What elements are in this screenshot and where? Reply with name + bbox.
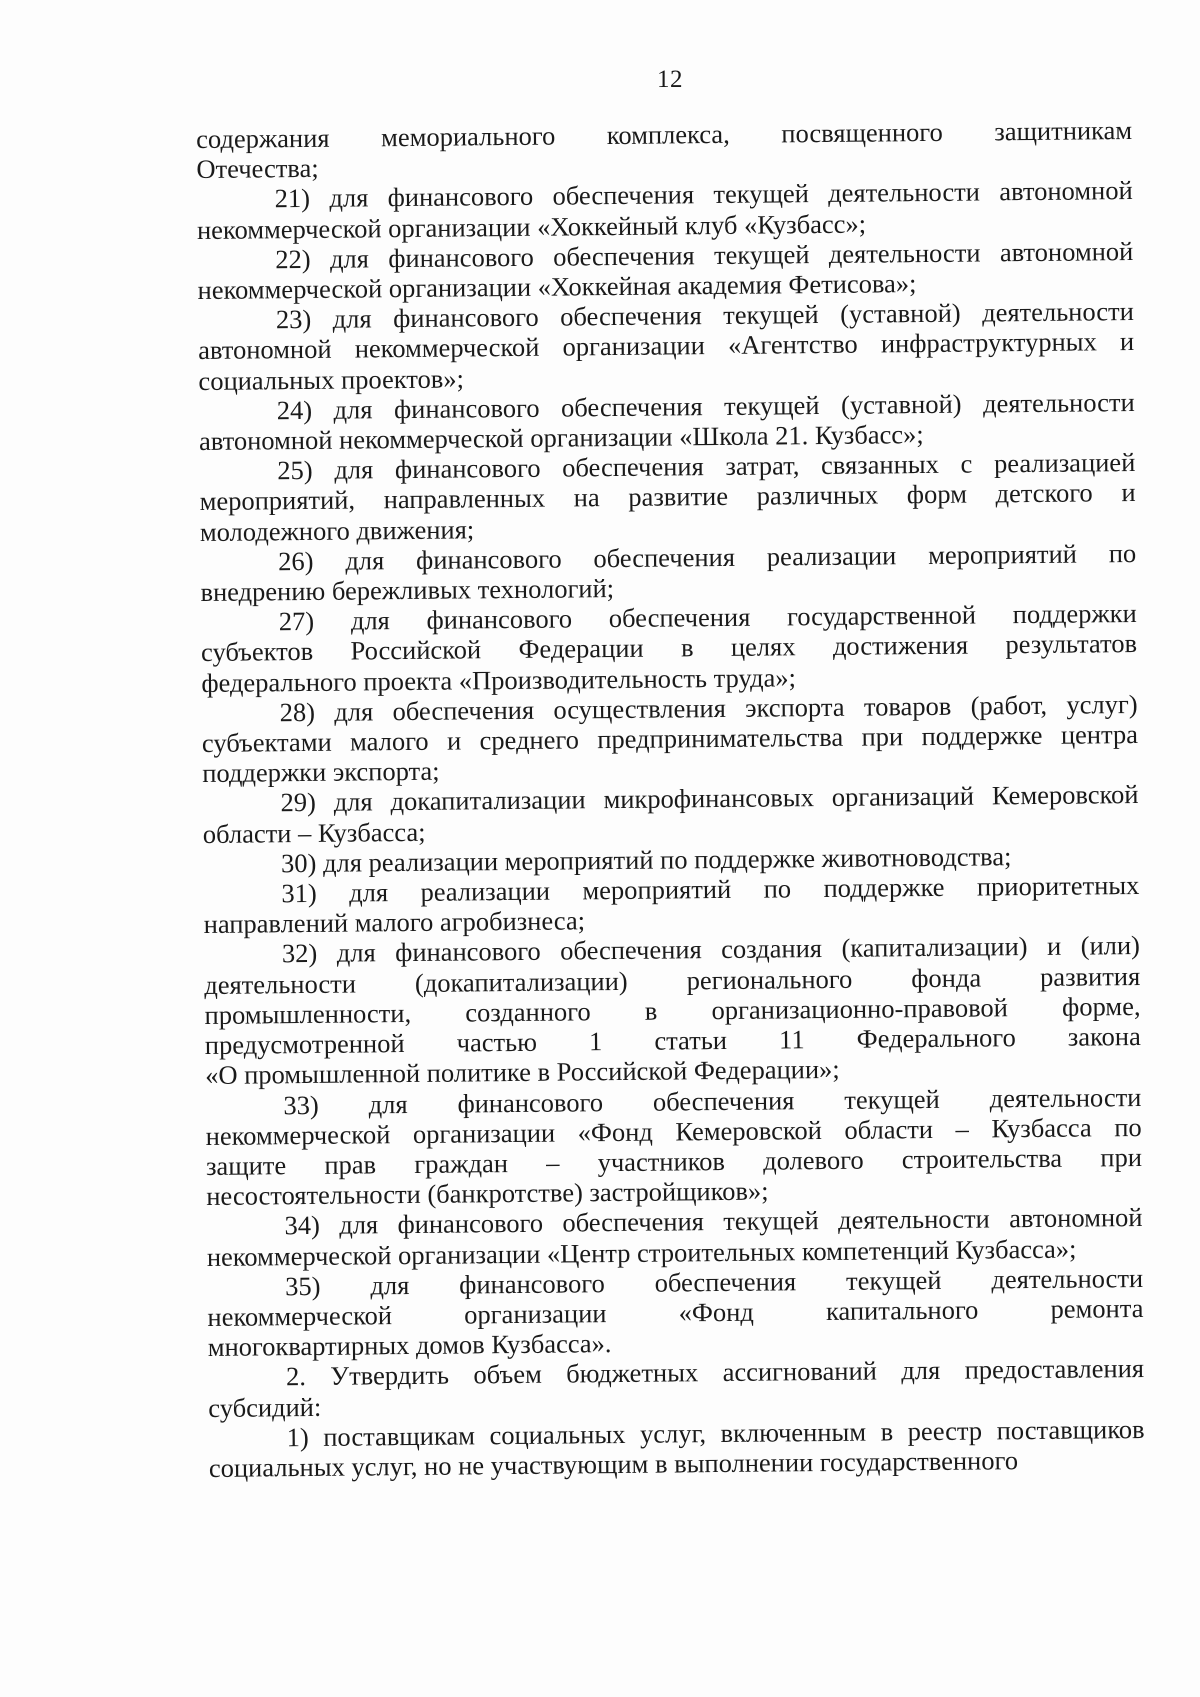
text-line: 34) для финансового обеспечения текущей деятельности автономной [284, 1202, 1143, 1241]
text-line: направлений малого агробизнеса; [203, 905, 586, 940]
text-line: многоквартирных домов Кузбасса». [207, 1328, 612, 1363]
text-line: 2. Утвердить объем бюджетных ассигнований для предоставления [285, 1353, 1145, 1392]
text-line: деятельности (докапитализации) регионального фонда развития [204, 960, 1141, 1000]
paragraph [206, 1202, 1143, 1271]
text-line: 32) для финансового обеспечения создания (капитализации) и (или) [281, 930, 1141, 969]
text-line: субъектами малого и среднего предпринимательства при поддержке центра [201, 719, 1139, 759]
page-number: 12 [657, 66, 683, 93]
text-line: 28) для обеспечения осуществления экспорта товаров (работ, услуг) [279, 688, 1138, 728]
text-line: некоммерческой организации «Хоккейный клуб «Кузбасс»; [196, 208, 867, 245]
paragraph [208, 1414, 1145, 1483]
text-line: 31) для реализации мероприятий по поддержке приоритетных [281, 870, 1140, 909]
text-line: социальных услуг, но не участвующим в выполнении государственного [208, 1445, 1019, 1483]
text-line: «О промышленной политике в Российской Федерации»; [204, 1054, 840, 1091]
text-line: содержания мемориального комплекса, посвященного защитникам [196, 115, 1133, 154]
text-line: 24) для финансового обеспечения текущей (уставной) деятельности [276, 386, 1135, 426]
paragraph [197, 236, 1134, 305]
paragraph [207, 1263, 1144, 1363]
paragraph [208, 1353, 1145, 1422]
paragraph [205, 1081, 1142, 1211]
paragraph [200, 538, 1137, 607]
paragraph [204, 930, 1141, 1090]
text-line: субсидий: [208, 1391, 322, 1423]
paragraph [198, 296, 1135, 396]
text-line: промышленности, созданного в организационно-правовой форме, [204, 990, 1141, 1030]
paragraph [203, 870, 1140, 939]
text-line: некоммерческой организации «Фонд Кемеровской области – Кузбасса по [205, 1111, 1142, 1151]
text-line: поддержки экспорта; [202, 755, 440, 789]
text-line: 35) для финансового обеспечения текущей деятельности [285, 1262, 1144, 1301]
paragraph [202, 779, 1139, 848]
text-line: 33) для финансового обеспечения текущей деятельности [283, 1081, 1142, 1120]
text-line: области – Кузбасса; [202, 816, 426, 849]
text-line: защите прав граждан – участников долевого строительства при [205, 1141, 1143, 1181]
text-line: социальных проектов»; [198, 363, 465, 396]
text-line: субъектов Российской Федерации в целях достижения результатов [200, 628, 1138, 668]
text-line: некоммерческой организации «Фонд капитального ремонта [207, 1292, 1144, 1332]
text-line: автономной некоммерческой организации «Агентство инфраструктурных и [198, 326, 1135, 366]
paragraph [196, 115, 1133, 184]
text-line: автономной некоммерческой организации «Школа 21. Кузбасс»; [198, 419, 924, 457]
text-line: 30) для реализации мероприятий по поддержке животноводства; [280, 841, 1012, 879]
paragraph [201, 598, 1138, 698]
paragraph [197, 175, 1134, 244]
document-body [196, 115, 1145, 1483]
text-line: некоммерческой организации «Хоккейная академия Фетисова»; [197, 268, 917, 306]
text-line: мероприятий, направленных на развитие различных форм детского и [199, 477, 1136, 517]
paragraph [202, 689, 1139, 789]
text-line: несостоятельности (банкротстве) застройщиков»; [206, 1175, 769, 1212]
text-line: 29) для докапитализации микрофинансовых организаций Кемеровской [280, 779, 1139, 818]
paragraph [199, 387, 1136, 456]
text-line: внедрению бережливых технологий; [200, 573, 615, 608]
text-line: Отечества; [196, 153, 319, 185]
text-line: 22) для финансового обеспечения текущей деятельности автономной [275, 235, 1134, 275]
text-line: 27) для финансового обеспечения государственной поддержки [278, 598, 1137, 637]
text-line: 26) для финансового обеспечения реализации мероприятий по [278, 537, 1137, 577]
paragraph [199, 447, 1136, 547]
text-line: некоммерческой организации «Центр строительных компетенций Кузбасса»; [206, 1233, 1077, 1272]
text-line: предусмотренной частью 1 статьи 11 Федерального закона [204, 1021, 1141, 1061]
text-line: 25) для финансового обеспечения затрат, связанных с реализацией [277, 447, 1136, 486]
text-line: молодежного движения; [199, 513, 475, 547]
text-line: 21) для финансового обеспечения текущей деятельности автономной [274, 175, 1133, 214]
text-line: федерального проекта «Производительность труда»; [201, 661, 797, 698]
text-line: 23) для финансового обеспечения текущей (уставной) деятельности [275, 296, 1134, 335]
text-line: 1) поставщикам социальных услуг, включенным в реестр поставщиков [286, 1413, 1145, 1452]
